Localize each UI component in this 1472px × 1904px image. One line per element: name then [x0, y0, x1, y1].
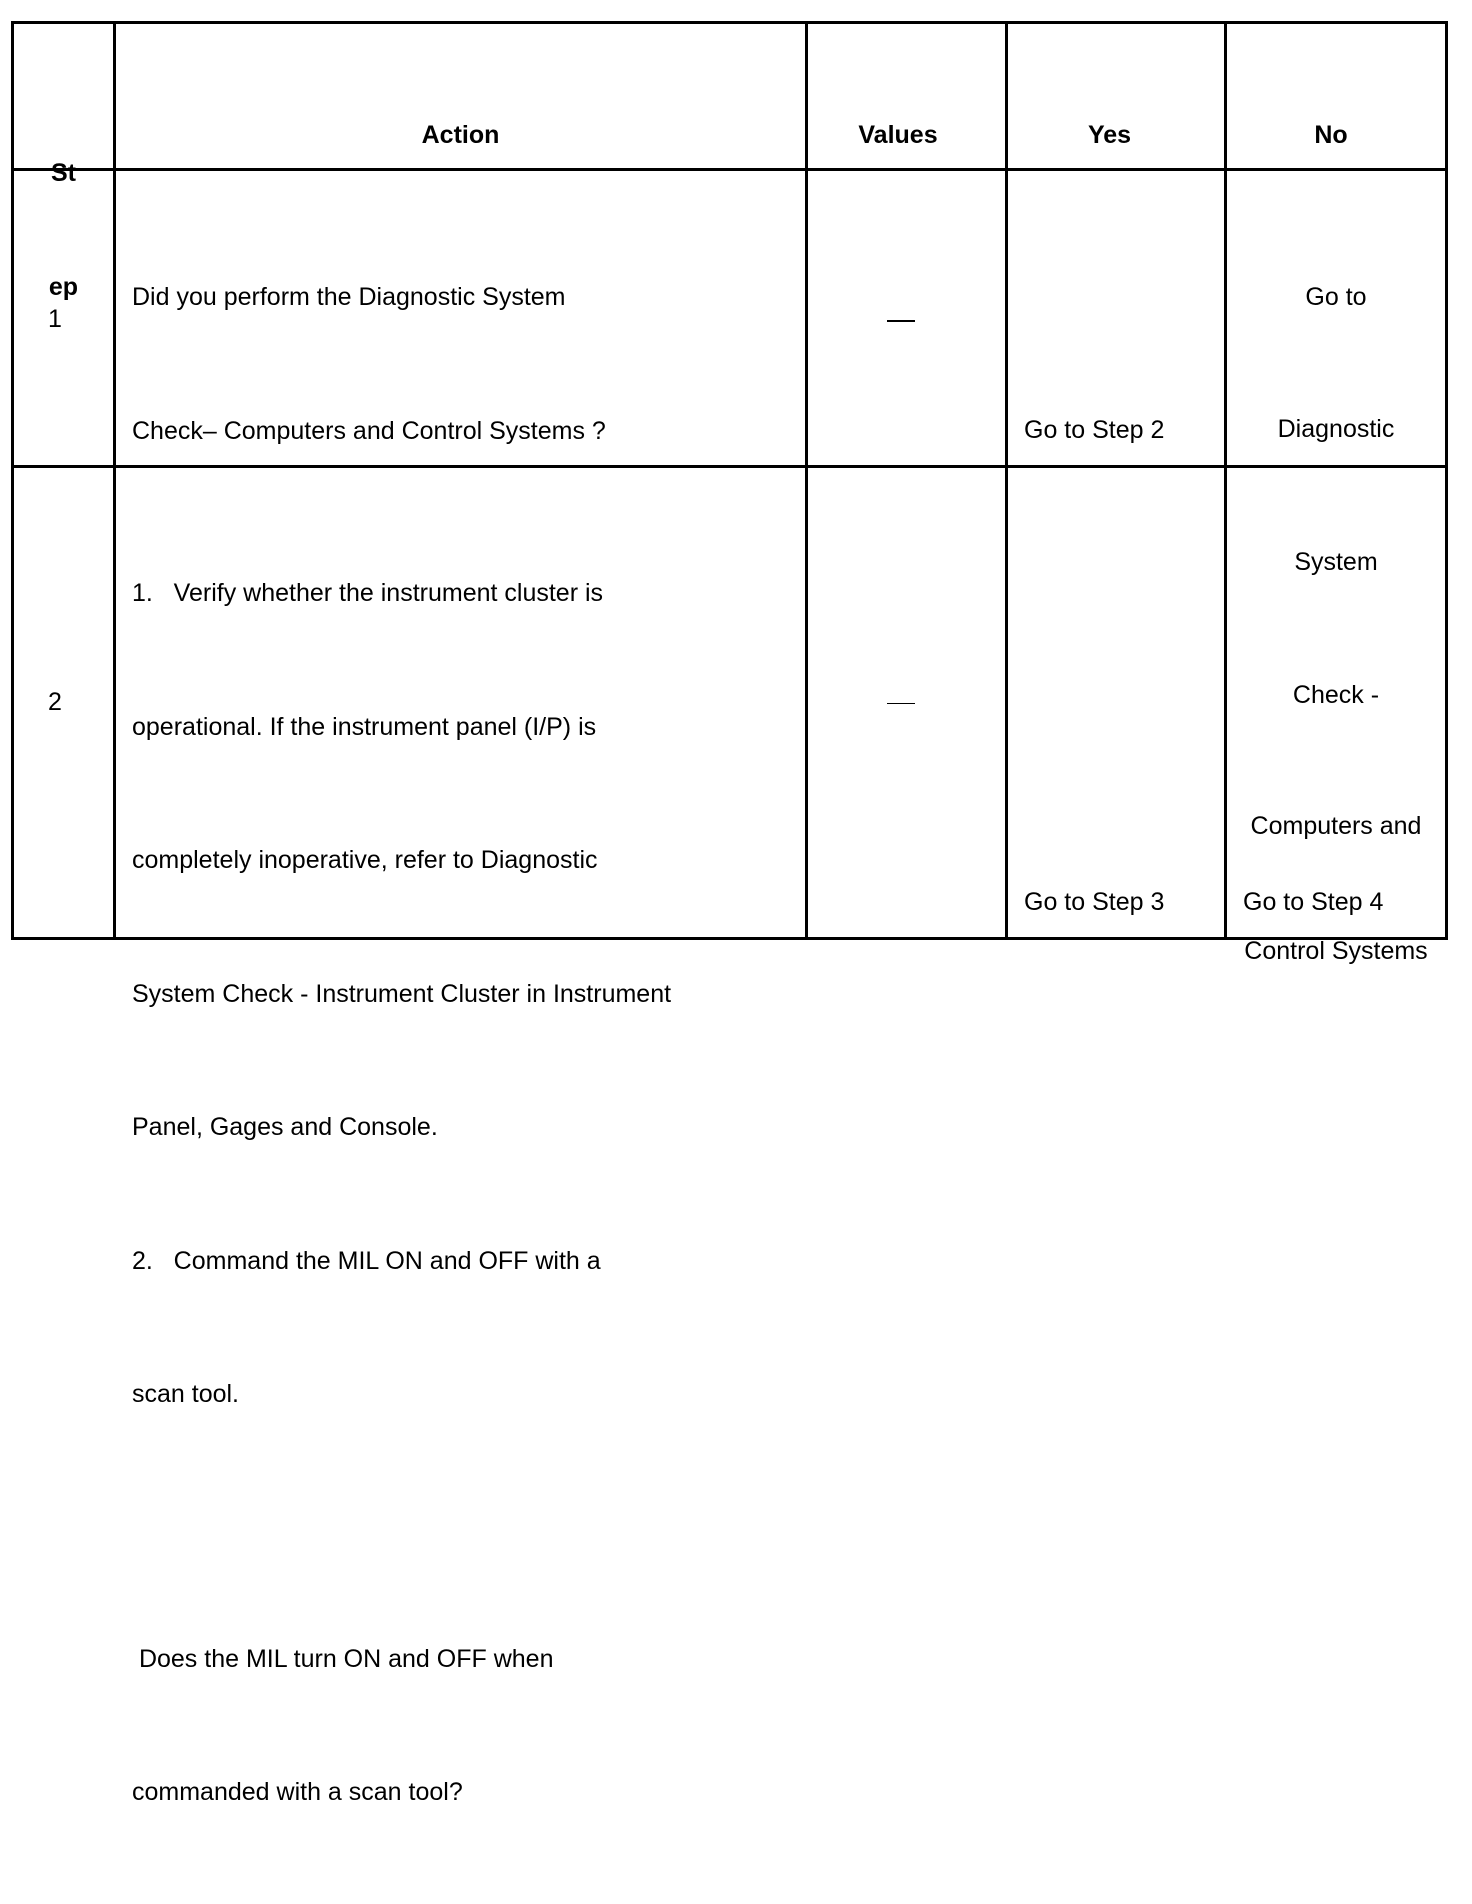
row-2-action — [132, 482, 671, 1904]
action-line: commanded with a scan tool? — [132, 1778, 463, 1806]
row-1-values — [0, 0, 1, 1]
action-line: Panel, Gages and Console. — [132, 1113, 438, 1141]
row-1-no — [1228, 186, 1444, 1055]
no-line: Control Systems — [1244, 936, 1428, 965]
column-divider-values — [805, 21, 808, 940]
table-border-top — [11, 21, 1448, 24]
column-divider-yes — [1005, 21, 1008, 940]
row-2-no: Go to Step 4 — [1243, 888, 1384, 916]
no-line: System — [1294, 548, 1378, 577]
header-no: No — [1314, 121, 1348, 149]
no-line: Go to — [1305, 282, 1367, 311]
header-divider — [11, 168, 1448, 171]
header-yes: Yes — [1087, 121, 1132, 149]
column-divider-action — [113, 21, 116, 940]
row-1-yes: Go to Step 2 — [1024, 416, 1165, 444]
row-1-values-dash — [887, 320, 915, 322]
action-line: Did you perform the Diagnostic System — [132, 283, 566, 311]
action-line: System Check - Instrument Cluster in Instrument — [132, 979, 672, 1008]
action-line: 1. Verify whether the instrument cluster is — [132, 579, 604, 607]
row-2-values — [0, 0, 1, 1]
table-border-right — [1445, 21, 1448, 940]
action-line — [132, 1506, 671, 1548]
action-line: operational. If the instrument panel (I/P) is — [132, 712, 597, 741]
header-action: Action — [421, 121, 500, 149]
header-step-line: ep — [48, 273, 79, 301]
no-line: Check - — [1292, 681, 1380, 710]
row-1-step: 1 — [48, 305, 62, 333]
column-divider-no — [1224, 21, 1227, 940]
action-line: 2. Command the MIL ON and OFF with a — [132, 1246, 601, 1275]
no-line: Diagnostic — [1277, 415, 1395, 444]
no-line: Computers and — [1250, 812, 1422, 841]
row-2-values-dash — [887, 703, 915, 704]
row-2-yes: Go to Step 3 — [1024, 888, 1165, 916]
header-step — [14, 78, 113, 382]
action-line: completely inoperative, refer to Diagnostic — [132, 846, 598, 874]
header-values: Values — [858, 121, 938, 149]
action-line: scan tool. — [132, 1380, 240, 1408]
header-step-line: St — [51, 159, 76, 187]
row-2-step: 2 — [48, 688, 62, 716]
action-line: Check– Computers and Control Systems ? — [132, 416, 606, 445]
action-line: Does the MIL turn ON and OFF when — [132, 1644, 554, 1673]
